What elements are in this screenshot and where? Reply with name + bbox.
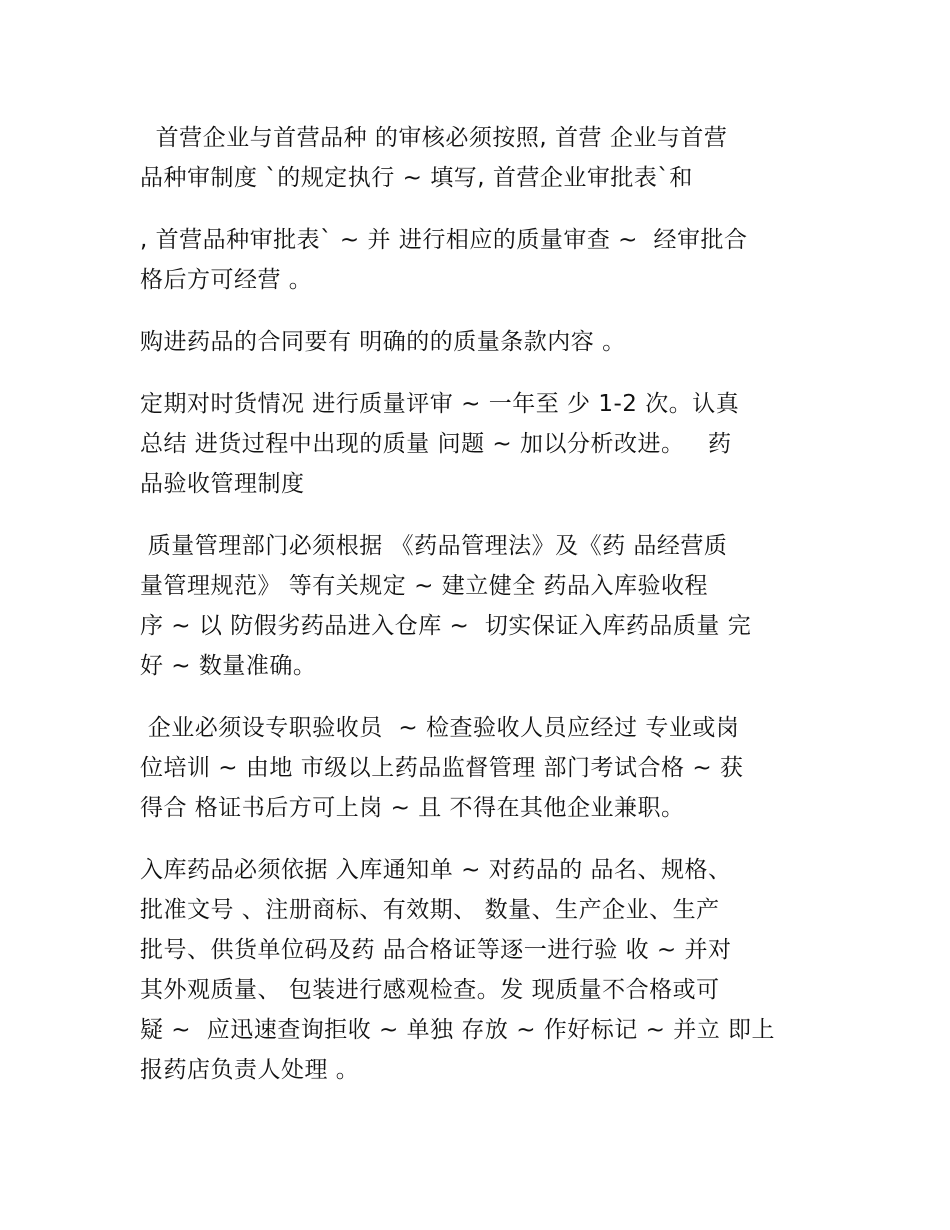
text-line: 报药店负责人处理 。 [140, 1057, 360, 1083]
paragraph-approval-forms [140, 220, 810, 300]
document-page [140, 118, 810, 1090]
text-line: 购进药品的合同要有 明确的的质量条款内容 。 [140, 329, 626, 355]
text-line: 位培训 ~ 由地 市级以上药品监督管理 部门考试合格 ~ 获 [140, 755, 744, 781]
text-line: , 首营品种审批表` ~ 并 进行相应的质量审查 ~ 经审批合 [140, 227, 748, 253]
text-line: 定期对时货情况 进行质量评审 ~ 一年至 少 1-2 次。认真 [140, 391, 740, 417]
text-line: 量管理规范》 等有关规定 ~ 建立健全 药品入库验收程 [140, 573, 709, 599]
text-line: 品种审制度 `的规定执行 ~ 填写, 首营企业审批表`和 [140, 165, 693, 191]
text-line: 批准文号 、注册商标、有效期、 数量、生产企业、生产 [140, 897, 720, 923]
text-line: 好 ~ 数量准确。 [140, 653, 317, 679]
text-line: 格后方可经营 。 [140, 267, 313, 293]
paragraph-purchase-contract [140, 322, 810, 362]
text-line: 得合 格证书后方可上岗 ~ 且 不得在其他企业兼职。 [140, 795, 685, 821]
paragraph-first-business-review [140, 118, 810, 198]
text-line: 其外观质量、 包装进行感观检查。发 现质量不合格或可 [140, 977, 720, 1003]
paragraph-incoming-inspection [140, 850, 810, 1090]
text-line: 企业必须设专职验收员 ~ 检查验收人员应经过 专业或岗 [140, 715, 740, 741]
text-line: 疑 ~ 应迅速查询拒收 ~ 单独 存放 ~ 作好标记 ~ 并立 即上 [140, 1017, 776, 1043]
text-line: 入库药品必须依据 入库通知单 ~ 对药品的 品名、规格、 [140, 857, 732, 883]
text-line: 总结 进货过程中出现的质量 问题 ~ 加以分析改进。 药 [140, 431, 732, 457]
text-line: 批号、供货单位码及药 品合格证等逐一进行验 收 ~ 并对 [140, 937, 732, 963]
paragraph-quality-review [140, 384, 810, 504]
text-line: 首营企业与首营品种 的审核必须按照, 首营 企业与首营 [140, 125, 728, 151]
text-line: 序 ~ 以 防假劣药品进入仓库 ~ 切实保证入库药品质量 完 [140, 613, 752, 639]
text-line: 品验收管理制度 [140, 471, 305, 497]
paragraph-inspector-requirements [140, 708, 810, 828]
paragraph-acceptance-procedure [140, 526, 810, 686]
text-line: 质量管理部门必须根据 《药品管理法》及《药 品经营质 [140, 533, 728, 559]
